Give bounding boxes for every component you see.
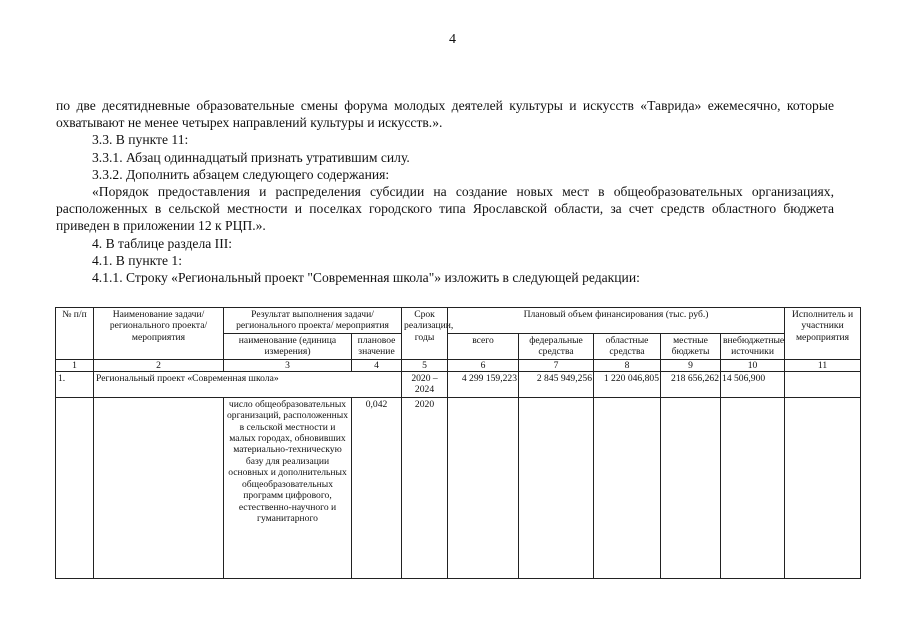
funding-extra: 14 506,900 xyxy=(721,372,785,398)
funding-regional: 1 220 046,805 xyxy=(594,372,661,398)
header-local: местные бюджеты xyxy=(661,333,721,359)
column-number: 11 xyxy=(785,359,861,371)
paragraph-3-3: 3.3. В пункте 11: xyxy=(92,132,189,148)
project-executor xyxy=(785,372,861,398)
header-regional: областные средства xyxy=(594,333,661,359)
empty-cell xyxy=(721,397,785,578)
funding-local: 218 656,262 xyxy=(661,372,721,398)
header-funding: Плановый объем финансирования (тыс. руб.) xyxy=(448,308,785,334)
empty-cell xyxy=(56,397,94,578)
empty-cell xyxy=(785,397,861,578)
indicator-name: число общеобразовательных организаций, расположенных в сельской местности и малых городах, обновивших материально-техническую базу для реализации основных и дополнительных общеобразовательных программ цифрового, естественно-научного и гуманитарного xyxy=(224,397,352,578)
header-executor: Исполнитель и участники мероприятия xyxy=(785,308,861,360)
column-number: 8 xyxy=(594,359,661,371)
header-row-1 xyxy=(56,308,861,334)
column-number: 6 xyxy=(448,359,519,371)
paragraph-3-3-1: 3.3.1. Абзац одиннадцатый признать утратившим силу. xyxy=(92,149,410,165)
row-number: 1. xyxy=(56,372,94,398)
indicator-plan: 0,042 xyxy=(352,397,402,578)
column-number: 1 xyxy=(56,359,94,371)
paragraph-3-3-2: 3.3.2. Дополнить абзацем следующего содержания: xyxy=(92,166,390,182)
column-number: 10 xyxy=(721,359,785,371)
header-federal: федеральные средства xyxy=(519,333,594,359)
document-body xyxy=(56,97,834,286)
header-task: Наименование задачи/ регионального проекта/ мероприятия xyxy=(94,308,224,360)
header-extra: внебюджетные источники xyxy=(721,333,785,359)
column-number: 4 xyxy=(352,359,402,371)
paragraph-4: 4. В таблице раздела III: xyxy=(92,235,233,251)
empty-cell xyxy=(94,397,224,578)
project-name: Региональный проект «Современная школа» xyxy=(94,372,402,398)
funding-total: 4 299 159,223 xyxy=(448,372,519,398)
header-result-plan: плановое значение xyxy=(352,333,402,359)
empty-cell xyxy=(661,397,721,578)
header-num: № п/п xyxy=(56,308,94,360)
column-numbers-row xyxy=(56,359,861,371)
empty-cell xyxy=(594,397,661,578)
column-number: 7 xyxy=(519,359,594,371)
column-number: 5 xyxy=(402,359,448,371)
paragraph-4-1: 4.1. В пункте 1: xyxy=(92,252,182,268)
funding-federal: 2 845 949,256 xyxy=(519,372,594,398)
paragraph-continuation: по две десятидневные образовательные смены форума молодых деятелей культуры и искусств «Таврида» ежемесячно, которые охватывают не менее четырех направлений культуры и искусств.». xyxy=(56,98,834,131)
empty-cell xyxy=(519,397,594,578)
header-term: Срок реализации, годы xyxy=(402,308,448,360)
column-number: 3 xyxy=(224,359,352,371)
header-total: всего xyxy=(448,333,519,359)
header-result: Результат выполнения задачи/ регионального проекта/ мероприятия xyxy=(224,308,402,334)
table-row xyxy=(56,397,861,578)
project-term: 2020 – 2024 xyxy=(402,372,448,398)
page-number: 4 xyxy=(449,32,456,47)
header-result-name: наименование (единица измерения) xyxy=(224,333,352,359)
empty-cell xyxy=(448,397,519,578)
funding-table xyxy=(55,307,861,579)
paragraph-quote: «Порядок предоставления и распределения субсидии на создание новых мест в общеобразовательных организациях, расположенных в сельской местности и поселках городского типа Ярославской области, за счет средств областного бюджета приведен в приложении 12 к РЦП.». xyxy=(56,184,834,234)
paragraph-4-1-1: 4.1.1. Строку «Региональный проект "Современная школа"» изложить в следующей редакции: xyxy=(92,270,640,286)
table-row xyxy=(56,372,861,398)
column-number: 2 xyxy=(94,359,224,371)
column-number: 9 xyxy=(661,359,721,371)
indicator-year: 2020 xyxy=(402,397,448,578)
